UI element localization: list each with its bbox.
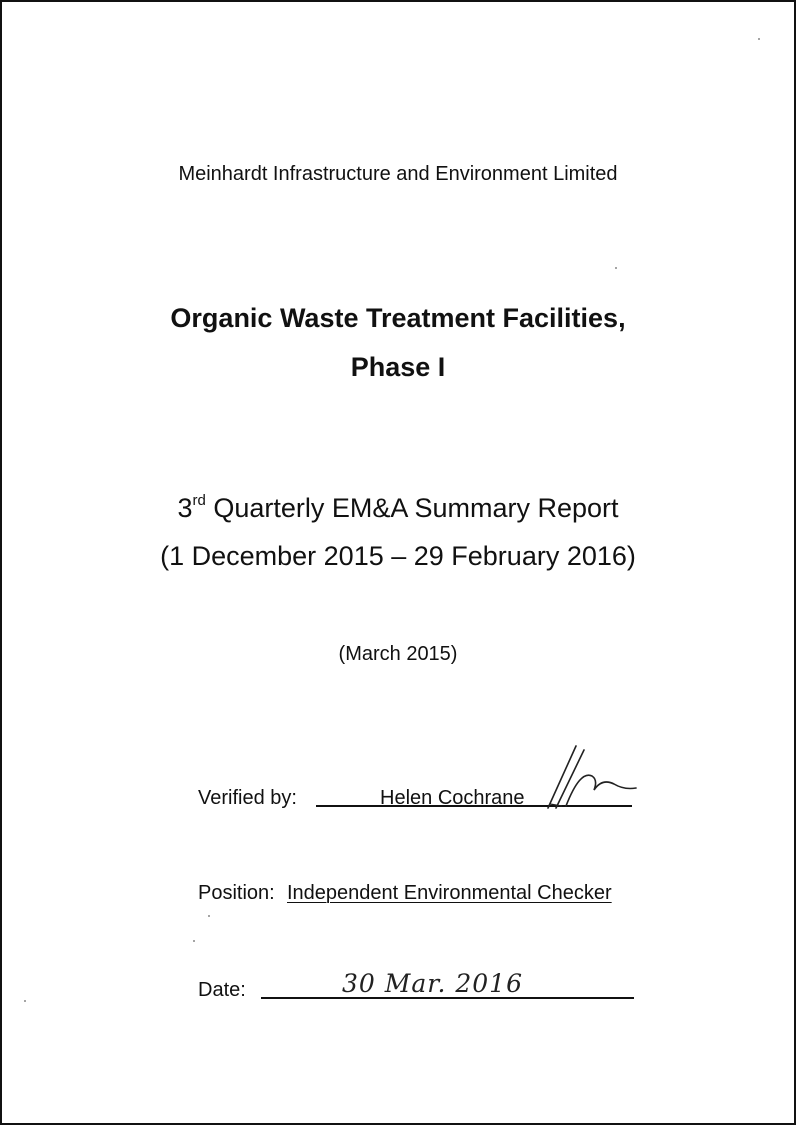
report-ordinal-number: 3 <box>177 493 193 523</box>
scan-speck <box>193 940 195 942</box>
report-period: (1 December 2015 – 29 February 2016) <box>160 541 636 571</box>
report-ordinal-suffix: rd <box>192 492 206 509</box>
signature-graphic <box>540 740 640 815</box>
verified-by-name: Helen Cochrane <box>380 787 525 809</box>
scan-speck <box>615 267 617 269</box>
issue-date: (March 2015) <box>338 643 458 665</box>
company-name: Meinhardt Infrastructure and Environment Limited <box>178 163 618 185</box>
date-handwritten: 30 Mar. 2016 <box>342 969 523 998</box>
report-title <box>0 493 796 524</box>
position-value: Independent Environmental Checker <box>287 882 612 904</box>
report-title-text: Quarterly EM&A Summary Report <box>205 493 619 523</box>
scan-speck <box>208 915 210 917</box>
position-label: Position: <box>198 882 275 904</box>
scan-speck <box>758 38 760 40</box>
project-title-line1: Organic Waste Treatment Facilities, <box>170 303 626 333</box>
scan-speck <box>24 1000 26 1002</box>
date-label: Date: <box>198 979 246 1001</box>
project-title-line2: Phase I <box>350 352 446 382</box>
verified-by-label: Verified by: <box>198 787 297 809</box>
